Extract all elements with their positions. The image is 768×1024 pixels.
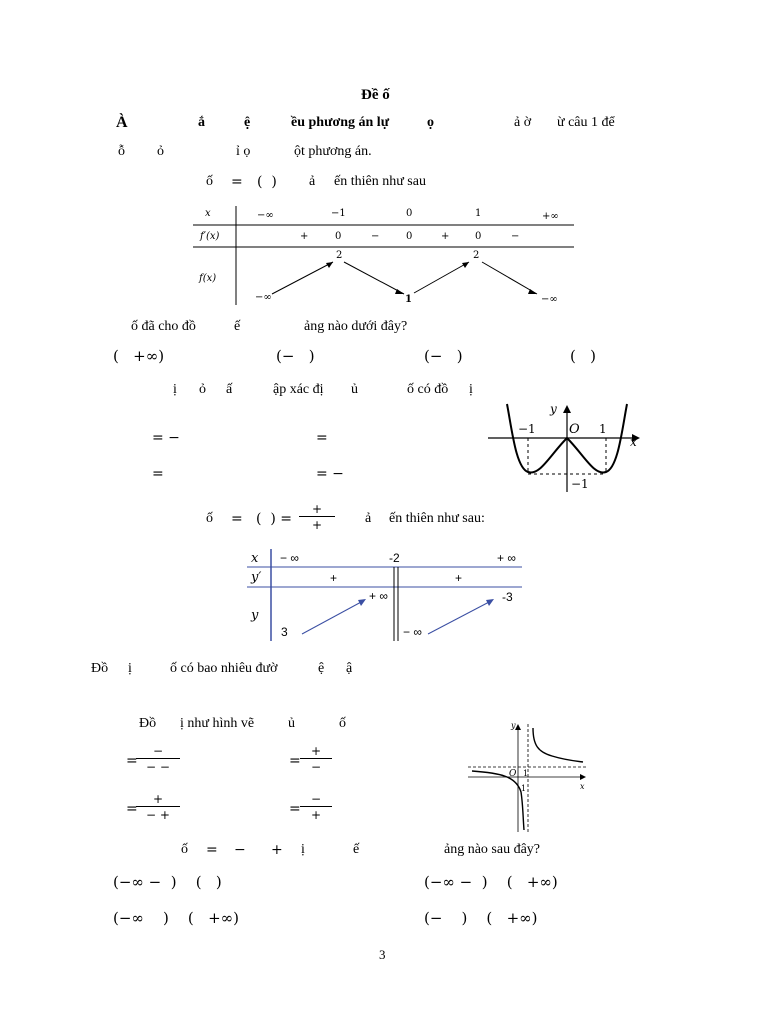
graph-2-tick-label: 1	[599, 422, 607, 436]
question-5-option-b: (−∞ − ) ( +∞)	[424, 873, 558, 891]
intro-text: ỏ	[157, 144, 164, 159]
graph-4-origin-label: O	[509, 769, 517, 779]
question-1-text: =	[231, 174, 243, 190]
question-3-text: ố có bao nhiêu đườ	[170, 661, 278, 676]
graph-2-y-label: y	[550, 402, 557, 416]
fraction-numerator: +	[300, 745, 332, 759]
intro-text: ỗ	[118, 144, 125, 159]
question-3-text: Đồ	[91, 661, 109, 676]
question-4-option-d-equals: =	[289, 801, 301, 817]
table-1-row-fprime: f′(x)	[200, 231, 220, 242]
fraction-denominator: +	[310, 808, 322, 822]
question-5-text: =	[206, 842, 218, 858]
question-3-text: ến thiên như sau:	[389, 511, 485, 526]
table-1-x-value: −1	[331, 208, 346, 219]
question-5-text: ố	[181, 842, 188, 857]
fraction-denominator: − −	[146, 760, 170, 774]
table-1-sign: −	[371, 231, 380, 242]
question-2-option-a: = −	[152, 430, 180, 446]
intro-text: ả ờ	[514, 115, 532, 130]
question-5-text: −	[234, 842, 246, 858]
table-2-y-value: − ∞	[403, 625, 422, 639]
question-3-text: ậ	[346, 661, 353, 676]
question-1-text: ế	[234, 319, 241, 334]
graph-4-y-label: y	[511, 721, 516, 730]
graph-2-x-label: x	[630, 435, 637, 449]
question-2-option-d: = −	[316, 466, 344, 482]
table-2-row-x: x	[251, 551, 259, 566]
page-title: Đề ố	[361, 87, 390, 103]
question-1-text: ố	[206, 174, 213, 189]
table-1-f-value: −∞	[255, 292, 272, 303]
graph-4-tick-label: 1	[523, 769, 529, 778]
fraction-numerator: +	[136, 793, 180, 807]
table-1-x-value: 0	[406, 208, 413, 219]
fraction-denominator: − +	[146, 808, 170, 822]
question-5-option-a: (−∞ − ) ( )	[113, 873, 222, 891]
table-1-f-value: 1	[405, 294, 412, 305]
intro-text: ệ	[244, 115, 251, 130]
question-3-text: ị	[128, 661, 132, 676]
fraction-denominator: −	[310, 760, 322, 774]
intro-text: ều phương án lự	[291, 115, 390, 130]
question-3-text: =	[231, 511, 243, 527]
fraction-numerator: +	[299, 503, 335, 517]
fraction-denominator: +	[311, 518, 323, 532]
intro-text: ừ câu 1 để	[557, 115, 615, 130]
graph-2-tick-label: −1	[518, 422, 536, 436]
fraction-numerator: −	[300, 793, 332, 807]
question-3-text: ả	[365, 511, 372, 526]
table-2-y-value: + ∞	[369, 589, 388, 603]
question-5-text: ế	[353, 842, 360, 857]
table-2-y-value: 3	[281, 625, 288, 639]
table-1-f-value: −∞	[541, 294, 558, 305]
table-1-sign: 0	[406, 231, 413, 242]
table-2-row-yprime: y′	[251, 570, 262, 585]
page-number: 3	[379, 947, 386, 962]
question-4-text: Đồ	[139, 716, 157, 731]
question-5-option-d: (− ) ( +∞)	[424, 909, 538, 927]
table-1-row-x: x	[205, 208, 211, 219]
question-1-text: ảng nào dưới đây?	[304, 319, 408, 334]
question-5-text: ị	[301, 842, 305, 857]
question-1-option-d: ( )	[570, 347, 597, 365]
table-1-sign: +	[441, 231, 450, 242]
question-1-text: ả	[309, 174, 316, 189]
table-1-x-value: −∞	[257, 210, 274, 221]
intro-text: ỉ ọ	[236, 144, 251, 159]
table-2-sign: +	[455, 571, 463, 585]
table-1-x-value: +∞	[542, 211, 559, 222]
table-1-row-f: f(x)	[199, 273, 217, 284]
table-1-x-value: 1	[475, 208, 482, 219]
question-2-text: ỏ	[199, 382, 206, 397]
question-2-text: ị	[173, 382, 177, 397]
question-5-option-c: (−∞ ) ( +∞)	[113, 909, 239, 927]
table-1-f-value: 2	[336, 250, 343, 261]
table-1-sign: +	[300, 231, 309, 242]
question-2-text: ập xác đị	[273, 382, 324, 397]
graph-4-x-label: x	[580, 782, 585, 791]
question-1-text: ( )	[257, 174, 277, 190]
table-2-x-value: − ∞	[280, 551, 299, 565]
table-1-sign: −	[511, 231, 520, 242]
question-2-text: ố có đồ	[407, 382, 449, 397]
question-2-option-b: =	[316, 430, 328, 446]
question-3-text: ( ) =	[256, 511, 293, 527]
question-4-option-a-equals: =	[126, 753, 138, 769]
table-2-x-value: + ∞	[497, 551, 516, 565]
question-4-text: ị như hình vẽ	[180, 716, 255, 731]
intro-text: ọ	[427, 115, 434, 130]
question-1-option-b: (− )	[276, 347, 315, 365]
table-1-sign: 0	[475, 231, 482, 242]
question-2-text: ủ	[351, 382, 358, 397]
graph-2-tick-label: −1	[571, 477, 589, 491]
question-1-text: ến thiên như sau	[334, 174, 426, 189]
question-5-text: +	[271, 842, 283, 858]
intro-text: À	[116, 114, 128, 131]
question-4-text: ủ	[288, 716, 295, 731]
question-2-option-c: =	[152, 466, 164, 482]
table-2-x-value: -2	[389, 551, 400, 565]
intro-text: ắ	[198, 115, 205, 130]
intro-text: ột phương án.	[294, 144, 372, 159]
question-4-option-b-equals: =	[289, 753, 301, 769]
graph-4-tick-label: 1	[521, 784, 527, 793]
question-1-text: ố đã cho đồ	[131, 319, 196, 334]
question-4-text: ố	[339, 716, 346, 731]
question-3-text: ố	[206, 511, 213, 526]
question-4-option-c-equals: =	[126, 801, 138, 817]
table-2-sign: +	[330, 571, 338, 585]
table-2-row-y: y	[251, 608, 259, 623]
table-1-sign: 0	[335, 231, 342, 242]
table-1-f-value: 2	[473, 250, 480, 261]
table-2-y-value: -3	[502, 590, 513, 604]
question-2-text: ị	[469, 382, 473, 397]
fraction-numerator: −	[136, 745, 180, 759]
question-1-option-a: ( +∞)	[113, 347, 165, 365]
question-2-text: ấ	[226, 382, 233, 397]
question-3-text: ệ	[318, 661, 325, 676]
question-1-option-c: (− )	[424, 347, 463, 365]
graph-2-origin-label: O	[569, 422, 580, 437]
question-5-text: ảng nào sau đây?	[444, 842, 541, 857]
